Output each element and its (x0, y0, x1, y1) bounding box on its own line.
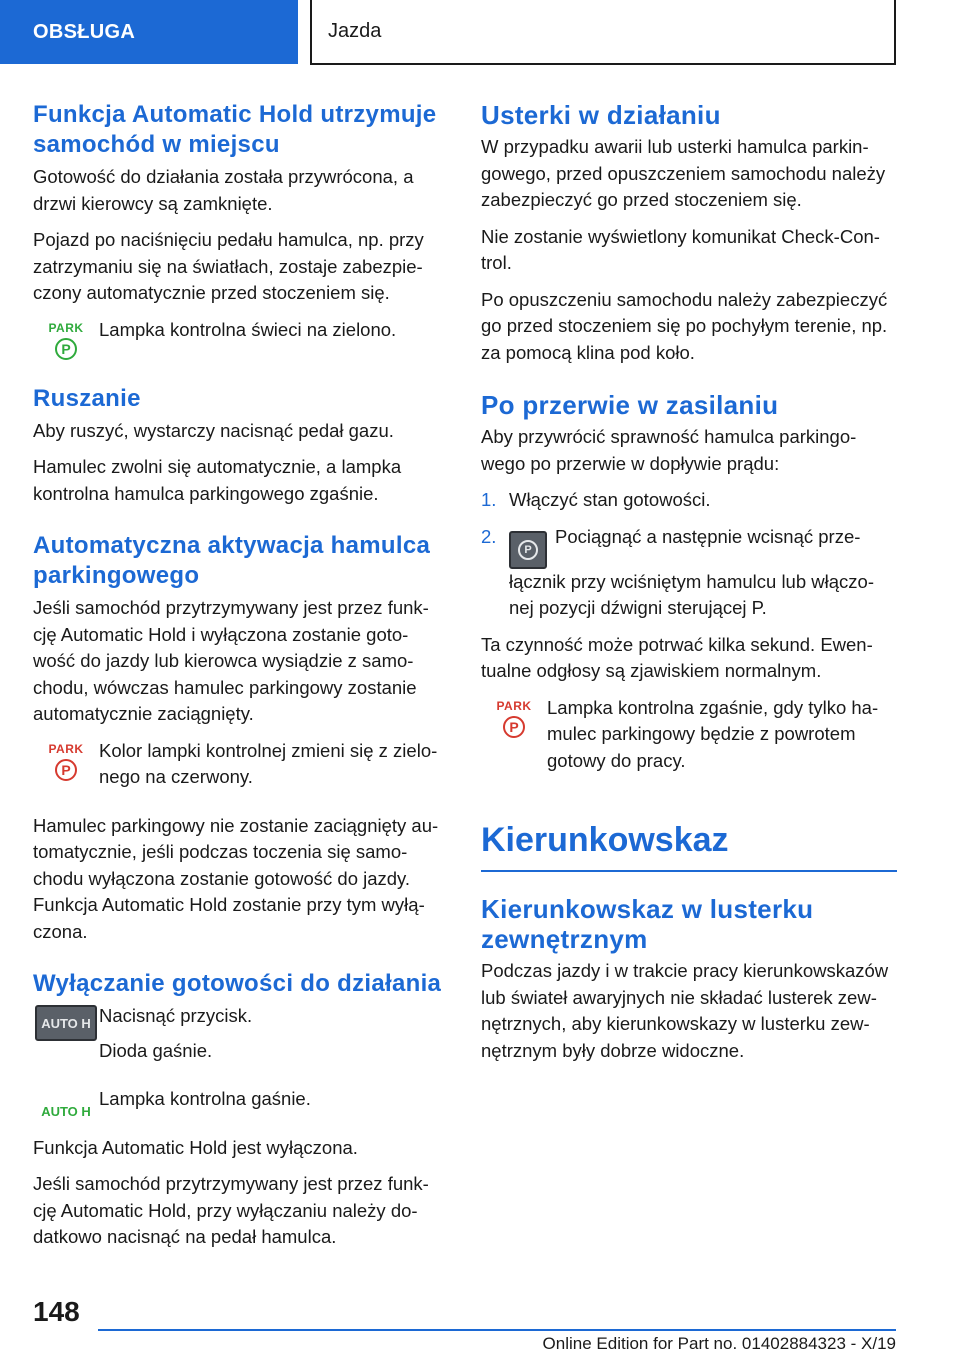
paragraph: Jeśli samochód przytrzymywany jest przez funk‐cję Automatic Hold, przy wyłączaniu należy do‐datkowo nacisnąć na pedał hamulca. (33, 1173, 429, 1247)
paragraph: Ta czynność może potrwać kilka sekund. Ewen‐tualne odgłosy są zjawiskiem normalnym. (481, 633, 873, 682)
indicator-row (481, 695, 897, 783)
paragraph: Hamulec zwolni się automatycznie, a lampka kontrolna hamulca parkingowego zgaśnie. (33, 456, 402, 504)
indicator-text: Lampka kontrolna gaśnie. (99, 1088, 311, 1109)
page-number: 148 (33, 1296, 80, 1327)
chapter-title: Jazda (310, 0, 896, 65)
list-item: 2. P Pociągnąć a następnie wcisnąć prze‐łącznik przy wciśniętym hamulcu lub włączo‐nej pozycji dźwigni sterującej P. (481, 525, 874, 619)
paragraph: Podczas jazdy i w trakcie pracy kierunkowskazów lub świateł awaryjnych nie składać lusterek zew‐nętrznych, aby kierunkowskazy w lusterku zew‐nętrznym były dobrze widoczne. (481, 960, 889, 1061)
indicator-text: Lampka kontrolna zgaśnie, gdy tylko ha‐mulec parkingowy będzie z powrotem gotowy do pracy. (547, 696, 879, 771)
paragraph: Po opuszczeniu samochodu należy zabezpieczyć go przed stoczeniem się po pochyłym terenie, np. za pomocą klina pod koło. (481, 288, 888, 363)
left-column (33, 100, 449, 1261)
paragraph: Aby ruszyć, wystarczy nacisnąć pedał gazu. (33, 419, 394, 441)
park-red-indicator-icon: PARK P (48, 738, 83, 781)
paragraph: W przypadku awarii lub usterki hamulca parkin‐gowego, przed opuszczeniem samochodu należy zabezpieczyć go przed stoczeniem się. (481, 136, 886, 210)
heading-power-interruption: Po przerwie w zasilaniu (481, 390, 779, 420)
paragraph: Gotowość do działania została przywrócona, a drzwi kierowcy są zamknięte. (33, 166, 414, 214)
indicator-text: Kolor lampki kontrolnej zmieni się z zielo‐nego na czerwony. (99, 739, 438, 787)
paragraph: Hamulec parkingowy nie zostanie zaciągnięty au‐tomatycznie, jeśli podczas toczenia się samo‐chodu wyłączona zostanie gotowość do jazdy. Funkcja Automatic Hold zostanie przy tym wyłą‐czona. (33, 814, 439, 942)
paragraph: Funkcja Automatic Hold jest wyłączona. (33, 1136, 358, 1158)
right-column (481, 100, 897, 1074)
indicator-row (33, 738, 449, 799)
park-red-indicator-icon: PARK P (496, 695, 531, 738)
heading-automatic-activation: Automatyczna aktywacja hamulca parkingowego (33, 532, 431, 589)
edition-note: Online Edition for Part no. 01402884323 - X/19 (542, 1334, 896, 1353)
auto-h-button-icon: AUTO H (35, 1005, 97, 1041)
heading-mirror-turn-signal: Kierunkowskaz w lusterku zewnętrznym (481, 894, 814, 955)
auto-h-indicator-icon: AUTO H (41, 1104, 91, 1119)
indicator-row (33, 1086, 449, 1121)
instruction-text: Dioda gaśnie. (99, 1039, 213, 1061)
paragraph: Aby przywrócić sprawność hamulca parkingo‐wego po przerwie w dopływie prądu: (481, 426, 857, 474)
heading-deactivation: Wyłączanie gotowości do działania (33, 970, 442, 997)
paragraph: Jeśli samochód przytrzymywany jest przez funk‐cję Automatic Hold i wyłączona zostanie goto‐wość do jazdy lub kierowca wysiądzie z samo‐chodu, wówczas hamulec parkingowy zostanie automatycznie zaciągnięty. (33, 597, 429, 724)
steps-list (481, 487, 897, 622)
indicator-text: Lampka kontrolna świeci na zielono. (99, 318, 397, 340)
paragraph: Pojazd po naciśnięciu pedału hamulca, np. przy zatrzymaniu się na światłach, zostaje zabezpie‐czony automatycznie przed stoczeniem się. (33, 229, 424, 303)
paragraph: Nie zostanie wyświetlony komunikat Check-Con‐trol. (481, 225, 880, 273)
instruction-text: Nacisnąć przycisk. (99, 1005, 253, 1026)
heading-automatic-hold: Funkcja Automatic Hold utrzymuje samochód w miejscu (33, 101, 437, 158)
chapter-heading-turn-signal: Kierunkowskaz (481, 818, 897, 872)
park-green-indicator-icon: PARK P (48, 317, 83, 360)
parking-brake-switch-icon: P (509, 531, 547, 569)
heading-malfunction: Usterki w działaniu (481, 100, 721, 130)
list-item: 1. Włączyć stan gotowości. (481, 489, 711, 510)
section-tab: OBSŁUGA (0, 0, 298, 64)
indicator-row (33, 317, 449, 360)
heading-ruszanie: Ruszanie (33, 384, 141, 412)
button-row (33, 1003, 449, 1072)
footer-divider (98, 1329, 896, 1331)
